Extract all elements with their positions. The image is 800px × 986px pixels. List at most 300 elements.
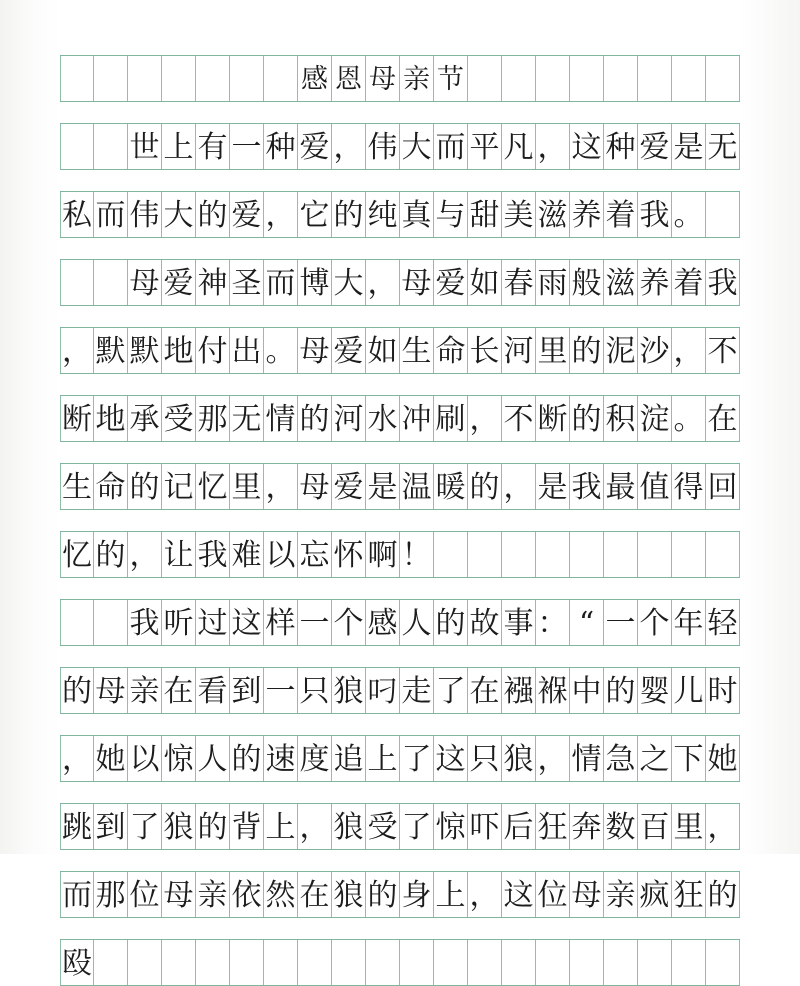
grid-cell xyxy=(162,736,196,781)
handwritten-character: 她 xyxy=(707,741,738,777)
handwritten-character: 依 xyxy=(231,877,262,913)
handwritten-character: 母 xyxy=(571,877,602,913)
grid-cell xyxy=(400,192,434,237)
grid-cell xyxy=(434,668,468,713)
grid-cell xyxy=(128,668,162,713)
grid-cell xyxy=(468,804,502,849)
grid-cell xyxy=(502,328,536,373)
grid-cell xyxy=(434,532,468,577)
grid-cell xyxy=(264,464,298,509)
text-row xyxy=(60,259,740,306)
grid-cell xyxy=(536,56,570,101)
grid-cell xyxy=(162,124,196,169)
handwritten-character: ： xyxy=(537,605,568,641)
handwritten-character: 疯 xyxy=(639,877,670,913)
handwritten-character: 承 xyxy=(129,401,160,437)
grid-cell xyxy=(60,124,94,169)
grid-cell xyxy=(196,56,230,101)
grid-cell xyxy=(604,600,638,645)
grid-cell xyxy=(162,600,196,645)
title-character: 亲 xyxy=(403,64,430,95)
grid-cell xyxy=(672,600,706,645)
title-character: 感 xyxy=(301,64,328,95)
handwritten-character: 是 xyxy=(673,129,704,165)
title-character: 节 xyxy=(437,64,464,95)
grid-cell xyxy=(128,532,162,577)
grid-cell xyxy=(94,940,128,985)
handwritten-character: 刷 xyxy=(435,401,466,437)
grid-cell xyxy=(230,396,264,441)
handwritten-character: 的 xyxy=(129,469,160,505)
grid-cell xyxy=(672,668,706,713)
grid-cell xyxy=(298,804,332,849)
grid-cell xyxy=(468,56,502,101)
handwritten-character: 积 xyxy=(605,401,636,437)
grid-cell xyxy=(366,804,400,849)
handwritten-character: ， xyxy=(707,809,738,845)
grid-cell xyxy=(60,464,94,509)
handwritten-character: 纯 xyxy=(367,197,398,233)
grid-cell xyxy=(94,600,128,645)
handwritten-character: 而 xyxy=(95,197,126,233)
handwritten-character: 平 xyxy=(469,129,500,165)
handwritten-character: 爱 xyxy=(333,469,364,505)
handwritten-character: 狼 xyxy=(503,741,534,777)
grid-cell xyxy=(298,940,332,985)
handwritten-character: 母 xyxy=(401,265,432,301)
grid-cell xyxy=(706,668,740,713)
grid-cell xyxy=(570,804,604,849)
grid-cell xyxy=(264,260,298,305)
grid-cell xyxy=(230,940,264,985)
handwritten-character: ！ xyxy=(401,537,432,573)
handwritten-character: ， xyxy=(537,129,568,165)
grid-cell xyxy=(570,600,604,645)
handwritten-character: 记 xyxy=(163,469,194,505)
grid-cell xyxy=(332,940,366,985)
handwritten-character: 般 xyxy=(571,265,602,301)
grid-cell xyxy=(570,668,604,713)
handwritten-character: 大 xyxy=(401,129,432,165)
grid-cell xyxy=(196,872,230,917)
grid-cell xyxy=(706,396,740,441)
grid-cell xyxy=(60,600,94,645)
handwritten-character: 上 xyxy=(265,809,296,845)
handwritten-character: 到 xyxy=(95,809,126,845)
handwritten-character: 位 xyxy=(129,877,160,913)
handwritten-character: ， xyxy=(333,129,364,165)
grid-cell xyxy=(434,124,468,169)
handwritten-character: 追 xyxy=(333,741,364,777)
handwritten-character: ， xyxy=(62,741,92,777)
handwritten-character: 母 xyxy=(299,469,330,505)
handwritten-character: 生 xyxy=(62,469,92,505)
grid-cell xyxy=(128,940,162,985)
handwritten-character: 里 xyxy=(537,333,568,369)
handwritten-character: 人 xyxy=(401,605,432,641)
handwritten-character: 甜 xyxy=(469,197,500,233)
grid-cell xyxy=(196,804,230,849)
grid-cell xyxy=(706,872,740,917)
grid-cell xyxy=(128,872,162,917)
handwritten-character: 河 xyxy=(333,401,364,437)
grid-cell xyxy=(60,328,94,373)
handwritten-character: 以 xyxy=(129,741,160,777)
grid-cell xyxy=(332,56,366,101)
grid-cell xyxy=(162,192,196,237)
handwritten-character: 中 xyxy=(571,673,602,709)
handwritten-character: 这 xyxy=(231,605,262,641)
grid-cell xyxy=(60,56,94,101)
handwritten-character: 事 xyxy=(503,605,534,641)
grid-cell xyxy=(400,532,434,577)
grid-cell xyxy=(162,396,196,441)
grid-cell xyxy=(434,192,468,237)
grid-cell xyxy=(604,328,638,373)
grid-cell xyxy=(672,56,706,101)
grid-cell xyxy=(298,192,332,237)
grid-cell xyxy=(434,56,468,101)
grid-cell xyxy=(366,464,400,509)
grid-cell xyxy=(536,328,570,373)
handwritten-character: 世 xyxy=(129,129,160,165)
grid-cell xyxy=(502,260,536,305)
handwritten-character: 爱 xyxy=(299,129,330,165)
grid-cell xyxy=(570,124,604,169)
grid-cell xyxy=(570,532,604,577)
handwritten-character: 我 xyxy=(707,265,738,301)
handwritten-character: 狼 xyxy=(163,809,194,845)
text-row xyxy=(60,327,740,374)
grid-cell xyxy=(196,124,230,169)
grid-cell xyxy=(298,736,332,781)
grid-cell xyxy=(230,260,264,305)
grid-cell xyxy=(264,668,298,713)
grid-cell xyxy=(264,396,298,441)
handwritten-character: 付 xyxy=(197,333,228,369)
handwritten-character: 水 xyxy=(367,401,398,437)
grid-cell xyxy=(94,872,128,917)
grid-cell xyxy=(298,464,332,509)
handwritten-character: 而 xyxy=(265,265,296,301)
handwritten-character: 在 xyxy=(707,401,738,437)
grid-cell xyxy=(638,804,672,849)
grid-cell xyxy=(128,260,162,305)
grid-cell xyxy=(536,940,570,985)
grid-cell xyxy=(196,464,230,509)
text-row xyxy=(60,939,740,986)
grid-cell xyxy=(230,532,264,577)
grid-cell xyxy=(638,396,672,441)
grid-cell xyxy=(298,56,332,101)
handwritten-character: 养 xyxy=(571,197,602,233)
grid-cell xyxy=(196,532,230,577)
grid-cell xyxy=(264,804,298,849)
grid-cell xyxy=(332,464,366,509)
handwritten-character: 襁 xyxy=(503,673,534,709)
grid-cell xyxy=(672,872,706,917)
grid-cell xyxy=(400,464,434,509)
handwritten-character: 母 xyxy=(163,877,194,913)
grid-cell xyxy=(128,804,162,849)
grid-cell xyxy=(570,56,604,101)
handwritten-character: 它 xyxy=(299,197,330,233)
handwritten-character: 是 xyxy=(537,469,568,505)
handwritten-character: 位 xyxy=(537,877,568,913)
handwritten-character: 情 xyxy=(265,401,296,437)
grid-cell xyxy=(706,464,740,509)
grid-cell xyxy=(468,668,502,713)
grid-cell xyxy=(230,464,264,509)
handwritten-character: 不 xyxy=(707,333,738,369)
handwritten-character: 在 xyxy=(163,673,194,709)
handwritten-character: 只 xyxy=(469,741,500,777)
grid-cell xyxy=(400,260,434,305)
grid-cell xyxy=(672,260,706,305)
grid-cell xyxy=(366,600,400,645)
grid-cell xyxy=(604,124,638,169)
grid-cell xyxy=(570,872,604,917)
grid-cell xyxy=(230,668,264,713)
handwritten-character: 受 xyxy=(367,809,398,845)
grid-cell xyxy=(196,396,230,441)
text-row xyxy=(60,735,740,782)
handwritten-character: 而 xyxy=(62,877,92,913)
grid-cell xyxy=(230,56,264,101)
writing-grid xyxy=(60,50,740,981)
grid-cell xyxy=(332,872,366,917)
handwritten-character: 春 xyxy=(503,265,534,301)
grid-cell xyxy=(502,668,536,713)
grid-cell xyxy=(604,804,638,849)
grid-cell xyxy=(570,192,604,237)
grid-cell xyxy=(502,396,536,441)
grid-cell xyxy=(604,464,638,509)
handwritten-character: 在 xyxy=(469,673,500,709)
grid-cell xyxy=(400,736,434,781)
handwritten-character: 吓 xyxy=(469,809,500,845)
handwritten-character: 着 xyxy=(605,197,636,233)
grid-cell xyxy=(128,124,162,169)
grid-cell xyxy=(502,872,536,917)
grid-cell xyxy=(400,872,434,917)
grid-cell xyxy=(638,56,672,101)
grid-cell xyxy=(264,940,298,985)
handwritten-character: 真 xyxy=(401,197,432,233)
text-row xyxy=(60,123,740,170)
grid-cell xyxy=(570,396,604,441)
handwritten-character: 伟 xyxy=(367,129,398,165)
grid-cell xyxy=(128,396,162,441)
grid-cell xyxy=(536,736,570,781)
grid-cell xyxy=(536,872,570,917)
handwritten-character: 跳 xyxy=(62,809,92,845)
grid-cell xyxy=(502,736,536,781)
handwritten-character: 过 xyxy=(197,605,228,641)
handwritten-character: 速 xyxy=(265,741,296,777)
grid-cell xyxy=(536,124,570,169)
text-row xyxy=(60,531,740,578)
grid-cell xyxy=(94,328,128,373)
grid-cell xyxy=(162,532,196,577)
handwritten-character: 轻 xyxy=(707,605,738,641)
handwritten-character: 年 xyxy=(673,605,704,641)
grid-cell xyxy=(502,532,536,577)
grid-cell xyxy=(672,124,706,169)
handwritten-character: 惊 xyxy=(163,741,194,777)
handwritten-character: 有 xyxy=(197,129,228,165)
handwritten-character: 母 xyxy=(299,333,330,369)
grid-cell xyxy=(366,940,400,985)
grid-cell xyxy=(672,736,706,781)
grid-cell xyxy=(672,396,706,441)
handwritten-character: 母 xyxy=(129,265,160,301)
grid-cell xyxy=(162,260,196,305)
handwritten-character: 那 xyxy=(95,877,126,913)
grid-cell xyxy=(264,56,298,101)
grid-cell xyxy=(60,668,94,713)
handwritten-character: 得 xyxy=(673,469,704,505)
handwritten-character: 人 xyxy=(197,741,228,777)
grid-cell xyxy=(60,804,94,849)
grid-cell xyxy=(468,940,502,985)
handwritten-character: 无 xyxy=(231,401,262,437)
handwritten-character: 在 xyxy=(299,877,330,913)
handwritten-character: 怀 xyxy=(333,537,364,573)
handwritten-character: 如 xyxy=(469,265,500,301)
grid-cell xyxy=(706,940,740,985)
grid-cell xyxy=(672,464,706,509)
grid-cell xyxy=(706,192,740,237)
handwritten-character: 的 xyxy=(707,877,738,913)
grid-cell xyxy=(264,124,298,169)
handwritten-character: “ xyxy=(578,605,595,641)
handwritten-character: 是 xyxy=(367,469,398,505)
grid-cell xyxy=(468,396,502,441)
grid-cell xyxy=(230,600,264,645)
handwritten-character: 爱 xyxy=(333,333,364,369)
grid-cell xyxy=(570,940,604,985)
grid-cell xyxy=(366,56,400,101)
handwritten-character: 一 xyxy=(299,605,330,641)
handwritten-character: 下 xyxy=(673,741,704,777)
grid-cell xyxy=(706,328,740,373)
grid-cell xyxy=(434,804,468,849)
grid-cell xyxy=(400,668,434,713)
grid-cell xyxy=(570,328,604,373)
grid-cell xyxy=(264,736,298,781)
text-row xyxy=(60,599,740,646)
handwritten-character: 狼 xyxy=(333,809,364,845)
handwritten-character: 地 xyxy=(95,401,126,437)
grid-cell xyxy=(264,872,298,917)
handwritten-character: 到 xyxy=(231,673,262,709)
handwritten-character: 如 xyxy=(367,333,398,369)
grid-cell xyxy=(196,668,230,713)
grid-cell xyxy=(604,396,638,441)
handwritten-character: 的 xyxy=(62,673,92,709)
text-row xyxy=(60,667,740,714)
grid-cell xyxy=(468,260,502,305)
handwritten-character: ， xyxy=(62,333,92,369)
handwritten-character: 亲 xyxy=(197,877,228,913)
grid-cell xyxy=(94,668,128,713)
handwritten-character: 冲 xyxy=(401,401,432,437)
handwritten-character: 圣 xyxy=(231,265,262,301)
grid-cell xyxy=(196,192,230,237)
handwritten-character: 的 xyxy=(571,401,602,437)
grid-cell xyxy=(468,328,502,373)
grid-cell xyxy=(638,532,672,577)
grid-cell xyxy=(638,600,672,645)
grid-cell xyxy=(366,872,400,917)
grid-cell xyxy=(366,124,400,169)
grid-cell xyxy=(366,396,400,441)
grid-cell xyxy=(94,532,128,577)
grid-cell xyxy=(468,532,502,577)
handwritten-character: 让 xyxy=(163,537,194,573)
handwritten-character: 上 xyxy=(435,877,466,913)
handwritten-character: ， xyxy=(469,401,500,437)
handwritten-character: 后 xyxy=(503,809,534,845)
grid-cell xyxy=(604,736,638,781)
grid-cell xyxy=(434,872,468,917)
grid-cell xyxy=(434,736,468,781)
handwritten-character: 听 xyxy=(163,605,194,641)
handwritten-character: ， xyxy=(129,537,160,573)
handwritten-character: 的 xyxy=(571,333,602,369)
grid-cell xyxy=(298,872,332,917)
grid-cell xyxy=(672,328,706,373)
handwritten-character: 忆 xyxy=(197,469,228,505)
grid-cell xyxy=(94,396,128,441)
grid-cell xyxy=(332,532,366,577)
grid-cell xyxy=(128,192,162,237)
grid-cell xyxy=(468,464,502,509)
grid-cell xyxy=(638,940,672,985)
handwritten-character: 凡 xyxy=(503,129,534,165)
title-character: 母 xyxy=(369,64,396,95)
handwritten-character: 样 xyxy=(265,605,296,641)
grid-cell xyxy=(60,396,94,441)
handwritten-character: 个 xyxy=(333,605,364,641)
grid-cell xyxy=(570,260,604,305)
grid-cell xyxy=(298,396,332,441)
grid-cell xyxy=(706,532,740,577)
handwritten-character: 我 xyxy=(571,469,602,505)
handwritten-character: 爱 xyxy=(435,265,466,301)
handwritten-character: 儿 xyxy=(673,673,704,709)
grid-cell xyxy=(94,192,128,237)
handwritten-character: 而 xyxy=(435,129,466,165)
grid-cell xyxy=(468,872,502,917)
text-row xyxy=(60,803,740,850)
handwritten-character: 的 xyxy=(605,673,636,709)
grid-cell xyxy=(706,124,740,169)
grid-cell xyxy=(162,668,196,713)
handwritten-character: 私 xyxy=(62,197,92,233)
grid-cell xyxy=(706,804,740,849)
handwritten-character: 感 xyxy=(367,605,398,641)
handwritten-character: 伟 xyxy=(129,197,160,233)
grid-cell xyxy=(128,600,162,645)
grid-cell xyxy=(400,328,434,373)
handwritten-character: 度 xyxy=(299,741,330,777)
text-row xyxy=(60,871,740,918)
grid-cell xyxy=(638,736,672,781)
grid-cell xyxy=(706,736,740,781)
grid-cell xyxy=(230,192,264,237)
